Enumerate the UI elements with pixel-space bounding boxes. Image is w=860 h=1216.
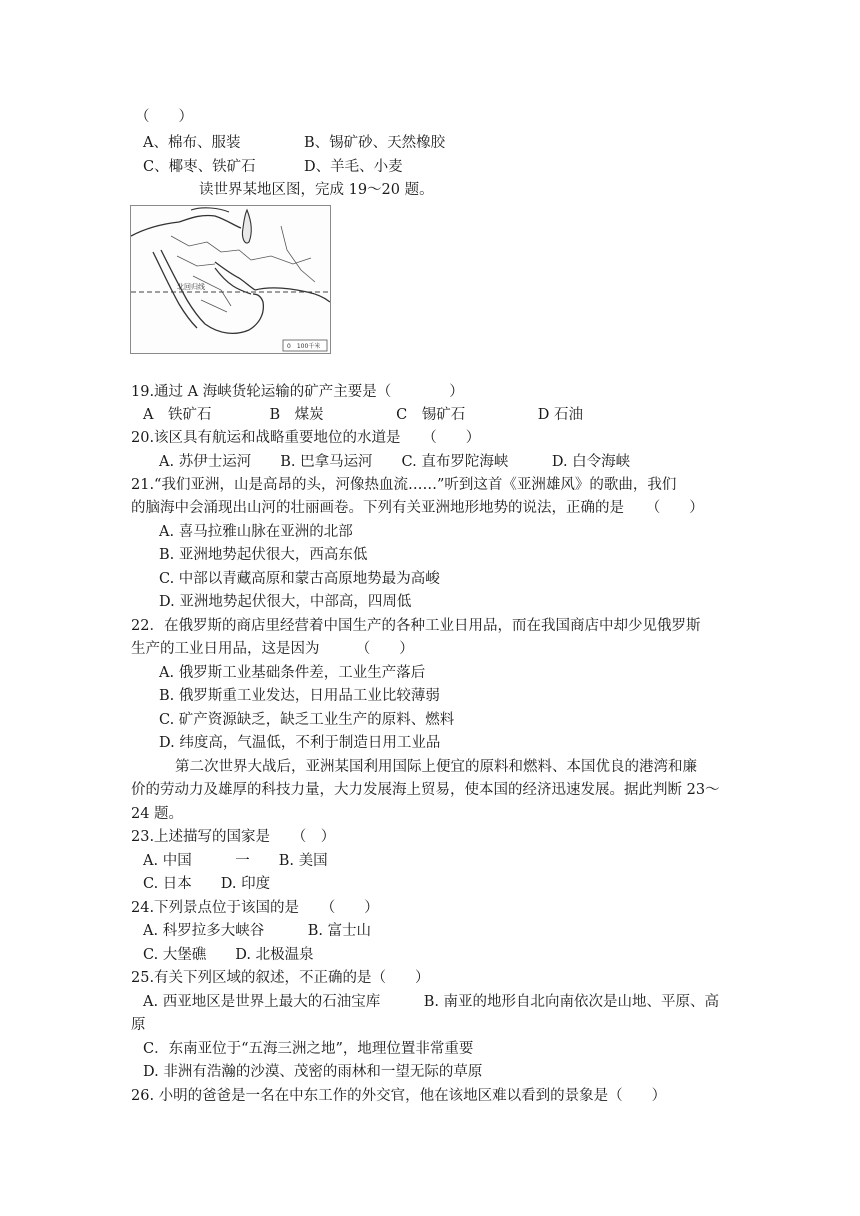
q21-option-b: B. 亚洲地势起伏很大，西高东低: [159, 547, 368, 563]
q20-stem: 20.该区具有航运和战略重要地位的水道是 （ ）: [131, 430, 481, 446]
passage-line3: 24 题。: [131, 806, 184, 822]
caspian-sea: [242, 210, 251, 243]
q24-options-row2: C. 大堡礁 D. 北极温泉: [143, 947, 314, 963]
q22-stem-line2: 生产的工业日用品，这是因为 （ ）: [131, 641, 414, 657]
map-intro: 读世界某地区图，完成 19～20 题。: [199, 182, 434, 198]
q23-stem: 23.上述描写的国家是 （ ）: [131, 829, 336, 845]
q25-option-c: C．东南亚位于“五海三洲之地”，地理位置非常重要: [143, 1041, 474, 1057]
scale-label: 0 100千米: [287, 343, 321, 350]
q18-option-a: A、棉布、服装: [143, 135, 241, 151]
country-borders-east: [281, 226, 315, 282]
q18-option-d: D、羊毛、小麦: [304, 159, 403, 175]
q23-options-row1: A. 中国 一 B. 美国: [143, 853, 328, 869]
map-drawing: [131, 206, 330, 353]
q18-option-b: B、锡矿砂、天然橡胶: [304, 135, 446, 151]
middle-east-map: [130, 205, 331, 354]
arabian-peninsula-coast: [205, 294, 263, 333]
tropic-of-cancer-label: 北回归线: [177, 283, 205, 291]
q21-option-d: D. 亚洲地势起伏很大，中部高，四周低: [159, 594, 412, 610]
q22-option-a: A. 俄罗斯工业基础条件差，工业生产落后: [159, 665, 426, 681]
q19-options: A 铁矿石 B 煤炭 C 锡矿石 D 石油: [143, 407, 583, 423]
q24-stem: 24.下列景点位于该国的是 （ ）: [131, 900, 379, 916]
q18-answer-paren: （ ）: [135, 109, 193, 125]
black-sea-coast: [191, 208, 229, 212]
q25-option-ab: A. 西亚地区是世界上最大的石油宝库 B. 南亚的地形自北向南依次是山地、平原、高: [143, 994, 720, 1010]
north-coastline: [131, 215, 241, 236]
q22-option-b: B. 俄罗斯重工业发达，日用品工业比较薄弱: [159, 688, 440, 704]
q21-option-a: A. 喜马拉雅山脉在亚洲的北部: [159, 524, 353, 540]
q19-stem: 19.通过 A 海峡货轮运输的矿产主要是（ ）: [131, 384, 464, 400]
country-borders-north: [171, 236, 311, 264]
passage-line1: 第二次世界大战后，亚洲某国利用国际上便宜的原料和燃料、本国优良的港湾和廉: [175, 759, 697, 775]
q26-stem: 26. 小明的爸爸是一名在中东工作的外交官，他在该地区难以看到的景象是（ ）: [131, 1088, 667, 1104]
passage-line2: 价的劳动力及雄厚的科技力量，大力发展海上贸易，使本国的经济迅速发展。据此判断 23～: [131, 782, 720, 798]
q25-option-d: D. 非洲有浩瀚的沙漠、茂密的雨林和一望无际的草原: [143, 1064, 483, 1080]
q20-options: A. 苏伊士运河 B. 巴拿马运河 C. 直布罗陀海峡 D. 白令海峡: [159, 454, 631, 470]
q21-stem-line1: 21.“我们亚洲，山是高昂的头，河像热血流……”听到这首《亚洲雄风》的歌曲，我们: [131, 477, 677, 493]
q21-stem-line2: 的脑海中会涌现出山河的壮丽画卷。下列有关亚洲地形地势的说法，正确的是 （ ）: [131, 500, 704, 516]
q25-stem: 25.有关下列区域的叙述，不正确的是（ ）: [131, 970, 430, 986]
q24-options-row1: A. 科罗拉多大峡谷 B. 富士山: [143, 923, 372, 939]
q21-option-c: C. 中部以青藏高原和蒙古高原地势最为高峻: [159, 571, 440, 587]
q22-option-d: D. 纬度高，气温低，不利于制造日用工业品: [159, 735, 441, 751]
q22-option-c: C. 矿产资源缺乏，缺乏工业生产的原料、燃料: [159, 712, 455, 728]
iran-coast: [255, 288, 330, 302]
q18-option-c: C、椰枣、铁矿石: [143, 159, 256, 175]
q23-options-row2: C. 日本 D. 印度: [143, 876, 271, 892]
q25-option-b-continued: 原: [131, 1017, 146, 1033]
q22-stem-line1: 22．在俄罗斯的商店里经营着中国生产的各种工业日用品，而在我国商店中却少见俄罗斯: [131, 618, 701, 634]
